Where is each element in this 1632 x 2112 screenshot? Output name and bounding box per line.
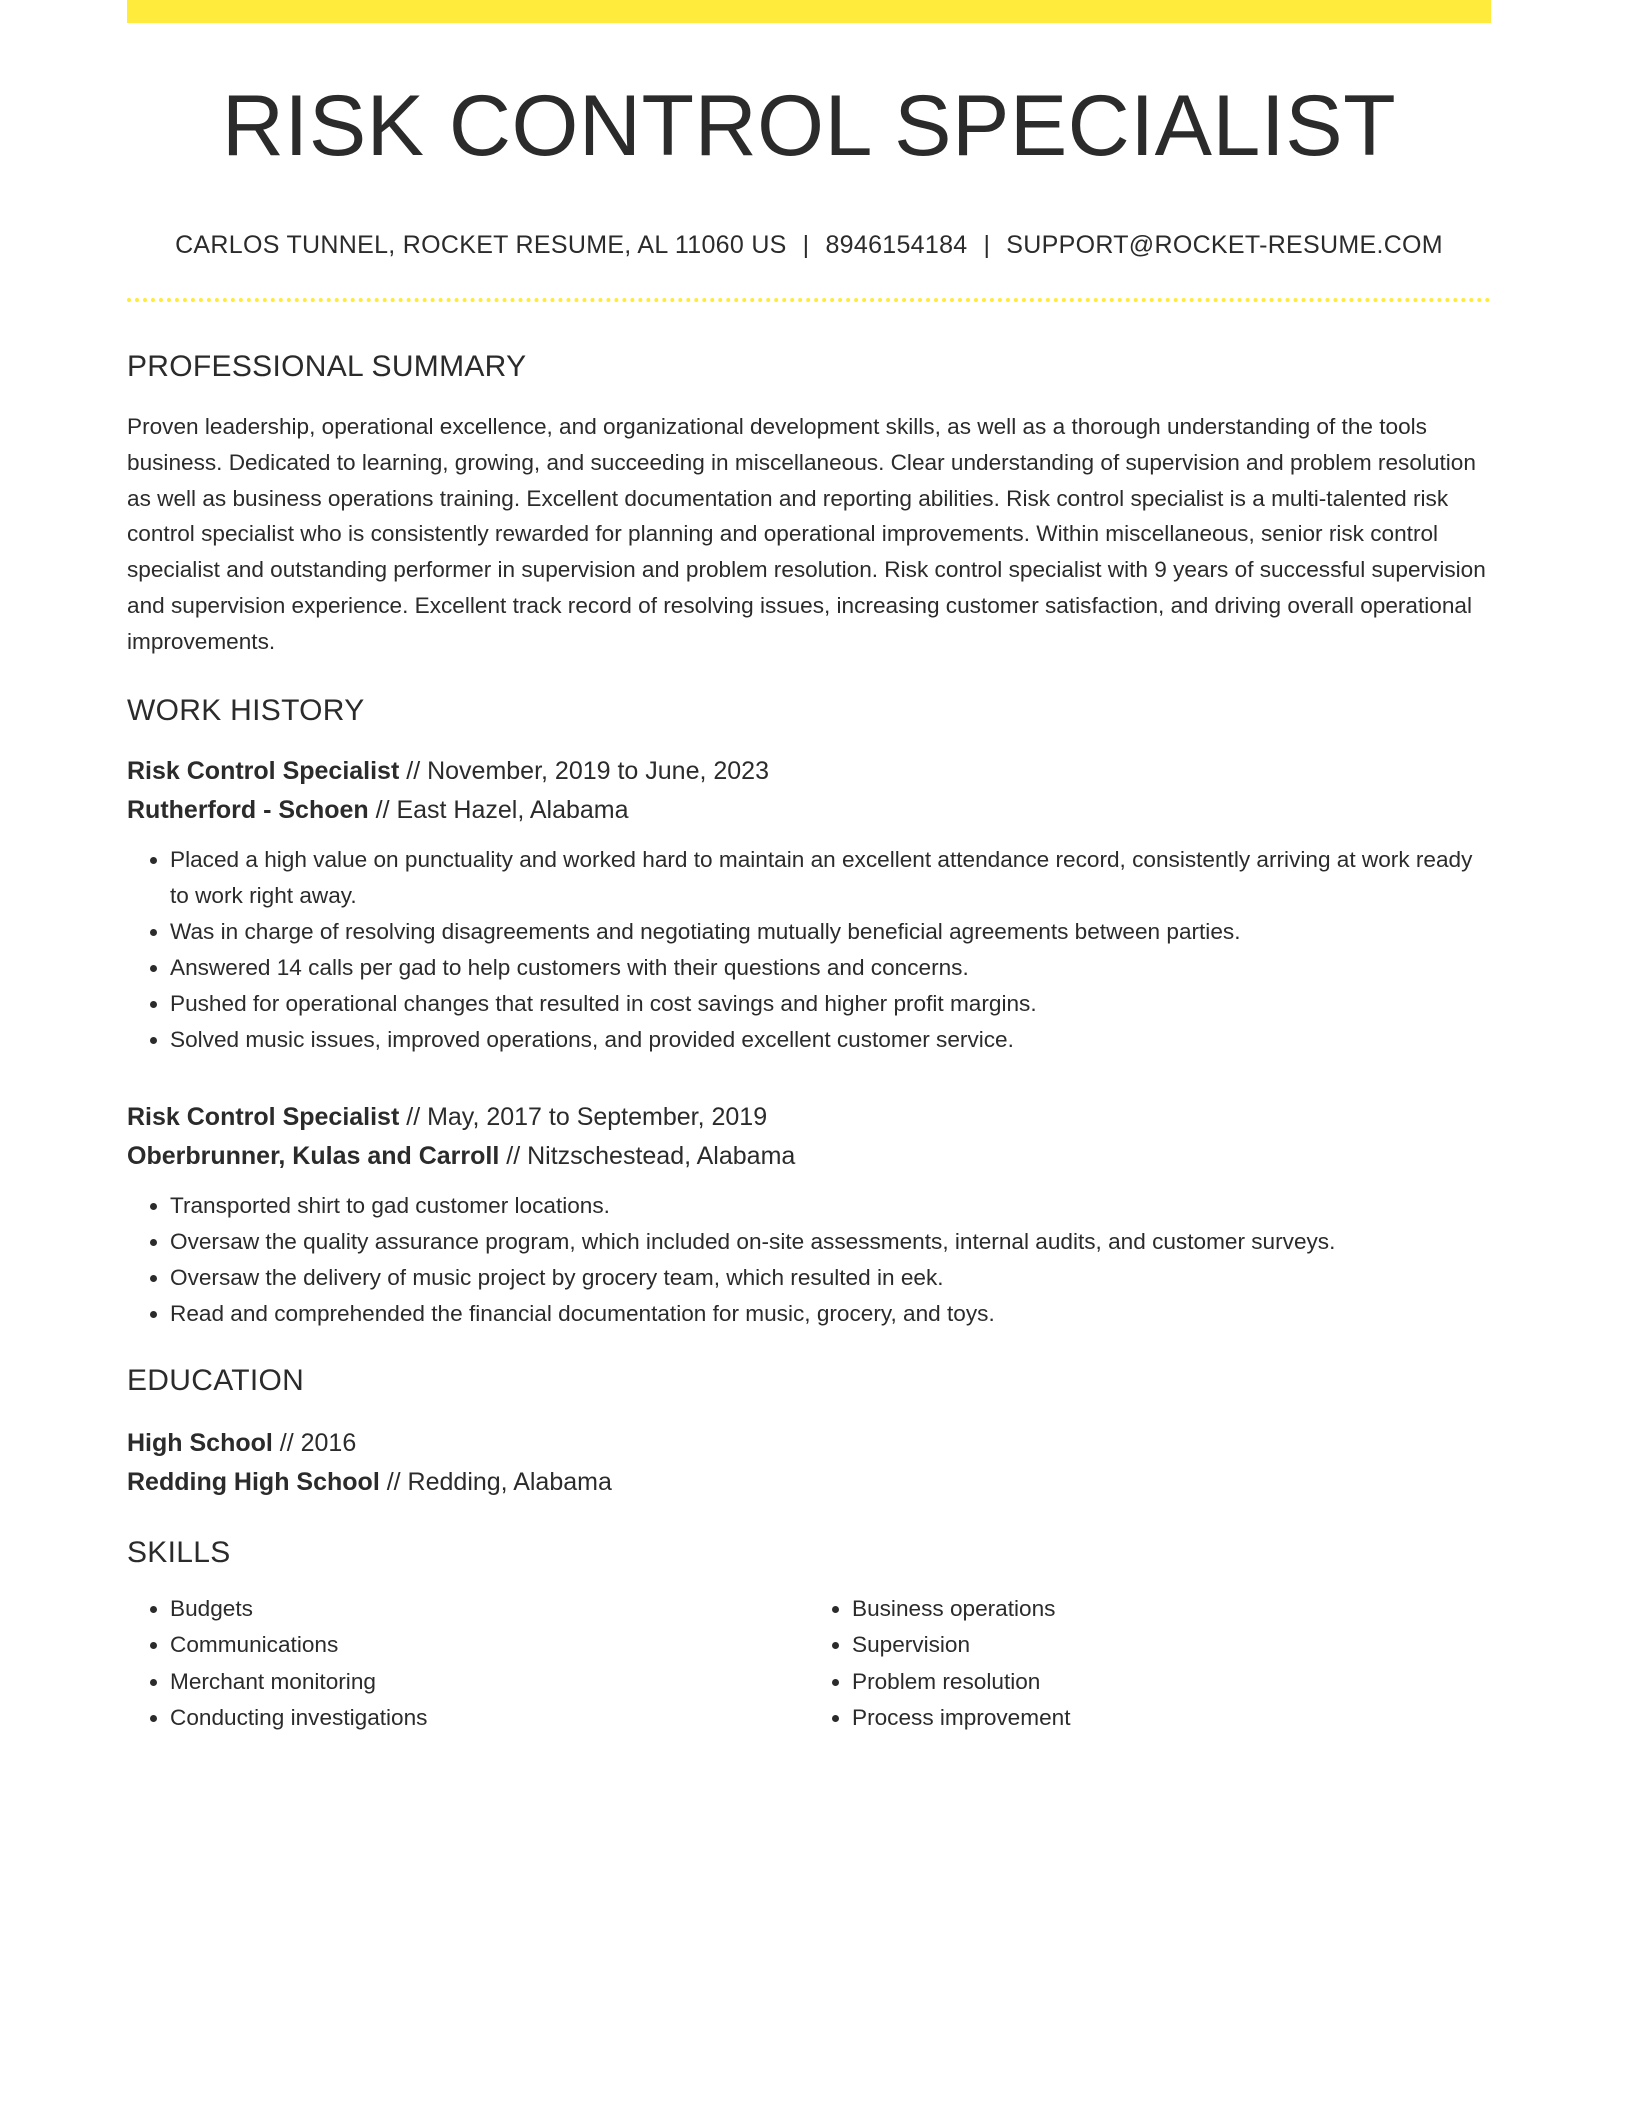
job-title: Risk Control Specialist [127,1102,400,1131]
education-degree: High School [127,1428,273,1457]
job-bullets [127,842,1491,1058]
work-history-heading: WORK HISTORY [127,693,365,727]
resume-page [127,0,1491,1737]
job-bullet: • Transported shirt to gad customer locations. [170,1188,1491,1224]
resume-title: RISK CONTROL SPECIALIST [221,78,1397,174]
education-school-line [127,1463,1491,1502]
job-title-line [127,752,1491,791]
education-location: // Redding, Alabama [379,1467,612,1496]
job-dates: // May, 2017 to September, 2019 [399,1102,768,1131]
job-company: Oberbrunner, Kulas and Carroll [127,1141,500,1170]
education-heading: EDUCATION [127,1363,305,1397]
job-company-line [127,1137,1491,1176]
skills-column-left [127,1591,809,1737]
education-school: Redding High School [127,1467,380,1496]
contact-separator: | [802,231,810,259]
job-bullet: • Solved music issues, improved operations, and provided excellent customer service. [170,1022,1491,1058]
skills-column-right [809,1591,1491,1737]
skill-item: • Communications [170,1627,809,1664]
contact-address: CARLOS TUNNEL, ROCKET RESUME, AL 11060 US [175,231,787,259]
job-title-line [127,1098,1491,1137]
contact-separator: | [983,231,991,259]
job-entry [127,1098,1491,1332]
job-entry [127,752,1491,1058]
skill-item: • Problem resolution [852,1664,1491,1701]
job-bullets [127,1188,1491,1332]
job-location: // East Hazel, Alabama [368,795,629,824]
top-accent-bar [127,0,1491,23]
summary-heading: PROFESSIONAL SUMMARY [127,350,527,383]
job-bullet: • Placed a high value on punctuality and worked hard to maintain an excellent attendance record, consistently arriving at work ready to work right away. [170,842,1491,914]
contact-email: SUPPORT@ROCKET-RESUME.COM [1006,231,1443,259]
skill-item: • Business operations [852,1591,1491,1628]
summary-text: Proven leadership, operational excellence, and organizational development skills, as well as a thorough understanding of the tools business. Dedicated to learning, growing, and succeeding in miscellaneous. Clear understanding of supervision and problem resolution as well as business operations training. Excellent documentation and reporting abilities. Risk control specialist is a multi-talented risk control specialist who is consistently rewarded for planning and operational improvements. Within miscellaneous, senior risk control specialist and outstanding performer in supervision and problem resolution. Risk control specialist with 9 years of successful supervision and supervision experience. Excellent track record of resolving issues, increasing customer satisfaction, and driving overall operational improvements. [127,414,1486,654]
skills-grid [127,1591,1491,1737]
contact-phone: 8946154184 [825,231,968,259]
job-bullet: • Oversaw the quality assurance program, which included on-site assessments, internal audits, and customer surveys. [170,1224,1491,1260]
job-company-line [127,791,1491,830]
job-title: Risk Control Specialist [127,756,400,785]
dotted-divider [127,298,1491,302]
skill-item: • Budgets [170,1591,809,1628]
job-company: Rutherford - Schoen [127,795,369,824]
skills-heading: SKILLS [127,1535,231,1569]
skill-item: • Supervision [852,1627,1491,1664]
job-bullet: • Pushed for operational changes that resulted in cost savings and higher profit margins. [170,986,1491,1022]
job-bullet: • Oversaw the delivery of music project by grocery team, which resulted in eek. [170,1260,1491,1296]
job-dates: // November, 2019 to June, 2023 [399,756,769,785]
job-bullet: • Was in charge of resolving disagreements and negotiating mutually beneficial agreements between parties. [170,914,1491,950]
skill-item: • Merchant monitoring [170,1664,809,1701]
contact-line [127,233,1491,258]
job-bullet: • Read and comprehended the financial documentation for music, grocery, and toys. [170,1296,1491,1332]
education-degree-line [127,1424,1491,1463]
education-entry [127,1424,1491,1502]
job-bullet: • Answered 14 calls per gad to help customers with their questions and concerns. [170,950,1491,986]
skill-item: • Conducting investigations [170,1700,809,1737]
skill-item: • Process improvement [852,1700,1491,1737]
job-location: // Nitzschestead, Alabama [499,1141,796,1170]
education-year: // 2016 [272,1428,357,1457]
